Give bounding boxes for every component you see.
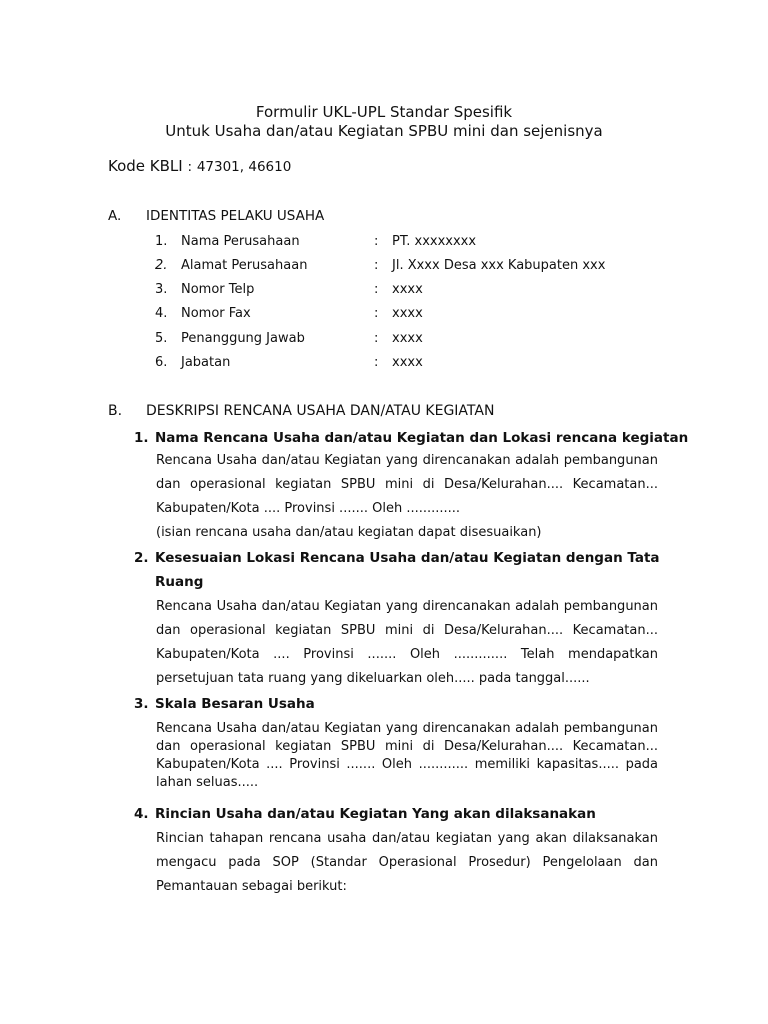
subsection-title: Rincian Usaha dan/atau Kegiatan Yang akan dilaksanakan bbox=[155, 806, 596, 822]
subsection-number: 4. bbox=[134, 806, 149, 822]
row-number: 2. bbox=[155, 258, 168, 273]
row-value: Jl. Xxxx Desa xxx Kabupaten xxx bbox=[392, 258, 606, 273]
row-number: 6. bbox=[155, 355, 168, 370]
identity-row bbox=[0, 306, 768, 326]
row-value: xxxx bbox=[392, 331, 423, 346]
identity-row bbox=[0, 258, 768, 278]
subsection-paragraph: Rincian tahapan rencana usaha dan/atau kegiatan yang akan dilaksanakan mengacu pada SOP (Standar Operasional Prosedur) Pengelolaan dan Pemantauan sebagai berikut: bbox=[156, 831, 658, 894]
subsection-title: Skala Besaran Usaha bbox=[155, 696, 315, 712]
row-value: xxxx bbox=[392, 355, 423, 370]
kbli-label: Kode KBLI bbox=[108, 157, 183, 175]
row-label: Penanggung Jawab bbox=[181, 331, 305, 346]
document-subtitle: Untuk Usaha dan/atau Kegiatan SPBU mini dan sejenisnya bbox=[165, 122, 603, 140]
row-number: 5. bbox=[155, 331, 168, 346]
row-number: 1. bbox=[155, 234, 168, 249]
subsection-heading bbox=[134, 550, 660, 566]
section-b-title: DESKRIPSI RENCANA USAHA DAN/ATAU KEGIATAN bbox=[146, 403, 495, 419]
row-number: 3. bbox=[155, 282, 168, 297]
subsection-note: (isian rencana usaha dan/atau kegiatan dapat disesuaikan) bbox=[156, 525, 542, 540]
subsection-heading bbox=[134, 430, 688, 446]
subsection-heading bbox=[134, 806, 596, 822]
row-value: PT. xxxxxxxx bbox=[392, 234, 477, 249]
kbli-value: 47301, 46610 bbox=[196, 159, 292, 175]
row-colon: : bbox=[374, 282, 379, 297]
identity-row bbox=[0, 234, 768, 254]
row-value: xxxx bbox=[392, 306, 423, 321]
subsection-title: Nama Rencana Usaha dan/atau Kegiatan dan Lokasi rencana kegiatan bbox=[155, 430, 689, 446]
identity-row bbox=[0, 282, 768, 302]
row-colon: : bbox=[374, 331, 379, 346]
document-title: Formulir UKL-UPL Standar Spesifik bbox=[255, 103, 513, 121]
section-b-letter: B. bbox=[108, 403, 123, 419]
subsection-number: 3. bbox=[134, 696, 149, 712]
row-label: Nomor Telp bbox=[181, 282, 255, 297]
row-value: xxxx bbox=[392, 282, 423, 297]
subsection-heading bbox=[134, 696, 315, 712]
row-colon: : bbox=[374, 306, 379, 321]
row-label: Nama Perusahaan bbox=[181, 234, 300, 249]
subsection-title: Kesesuaian Lokasi Rencana Usaha dan/atau Kegiatan dengan Tata bbox=[155, 550, 660, 566]
section-a-letter: A. bbox=[108, 208, 122, 224]
subsection-number: 2. bbox=[134, 550, 149, 566]
subsection-paragraph: Rencana Usaha dan/atau Kegiatan yang direncanakan adalah pembangunan dan operasional kegiatan SPBU mini di Desa/Kelurahan.... Kecamatan... Kabupaten/Kota .... Provinsi ....... Oleh ............ memiliki kapasitas..... pada lahan seluas..... bbox=[156, 721, 658, 790]
identity-row bbox=[0, 355, 768, 375]
row-label: Alamat Perusahaan bbox=[181, 258, 308, 273]
identity-row bbox=[0, 331, 768, 351]
subsection-title-continued: Ruang bbox=[155, 574, 204, 590]
kbli-line bbox=[108, 157, 291, 175]
row-label: Nomor Fax bbox=[181, 306, 251, 321]
row-label: Jabatan bbox=[181, 355, 231, 370]
subsection-paragraph: Rencana Usaha dan/atau Kegiatan yang direncanakan adalah pembangunan dan operasional kegiatan SPBU mini di Desa/Kelurahan.... Kecamatan... Kabupaten/Kota .... Provinsi ....... Oleh ............. Telah mendapatkan persetujuan tata ruang yang dikeluarkan oleh..... pada tanggal...... bbox=[156, 599, 658, 686]
subsection-paragraph: Rencana Usaha dan/atau Kegiatan yang direncanakan adalah pembangunan dan operasional kegiatan SPBU mini di Desa/Kelurahan.... Kecamatan... Kabupaten/Kota .... Provinsi ....... Oleh ............. bbox=[156, 453, 658, 516]
row-colon: : bbox=[374, 258, 379, 273]
subsection-number: 1. bbox=[134, 430, 149, 446]
row-colon: : bbox=[374, 355, 379, 370]
section-a-title: IDENTITAS PELAKU USAHA bbox=[146, 208, 325, 224]
kbli-separator: : bbox=[187, 159, 193, 175]
row-colon: : bbox=[374, 234, 379, 249]
row-number: 4. bbox=[155, 306, 168, 321]
